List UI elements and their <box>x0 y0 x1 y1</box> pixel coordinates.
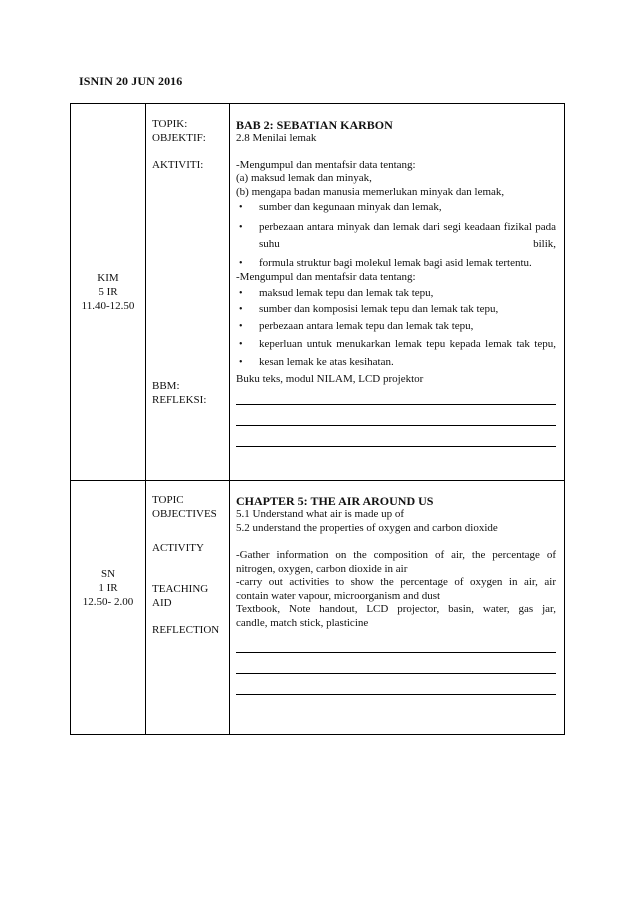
subject-name: KIM <box>97 272 119 284</box>
aid-label: BBM: <box>152 380 180 392</box>
aid-label: TEACHING <box>152 583 209 595</box>
lesson-plan-table <box>70 103 565 735</box>
teaching-aid-text: Textbook, Note handout, LCD projector, basin, water, gas jar, <box>236 603 556 615</box>
chapter-title: BAB 2: SEBATIAN KARBON <box>236 118 393 132</box>
reflection-line <box>236 425 556 426</box>
activity-intro: -Mengumpul dan mentafsir data tentang: <box>236 271 416 283</box>
class-name: 5 IR <box>98 286 118 298</box>
activity-bullet-list <box>236 201 556 270</box>
lesson-date: ISNIN 20 JUN 2016 <box>79 74 183 88</box>
objective-label: OBJECTIVES <box>152 508 217 520</box>
list-item: • formula struktur bagi molekul lemak bagi asid lemak tertentu. <box>239 256 532 269</box>
label-cell <box>146 104 230 481</box>
label-cell <box>146 481 230 735</box>
list-item: • keperluan untuk menukarkan lemak tepu kepada lemak tak tepu, <box>236 336 556 353</box>
objective-label: OBJEKTIF: <box>152 132 206 144</box>
activity-text: nitrogen, oxygen, carbon dioxide in air <box>236 562 408 575</box>
chapter-title: CHAPTER 5: THE AIR AROUND US <box>236 494 434 508</box>
activity-item-b: (b) mengapa badan manusia memerlukan minyak dan lemak, <box>236 185 505 198</box>
reflection-line <box>236 673 556 674</box>
bullet-icon: • <box>239 221 243 233</box>
reflection-label: REFLECTION <box>152 624 220 636</box>
bullet-icon: • <box>239 339 243 350</box>
reflection-label: REFLEKSI: <box>152 394 207 406</box>
activity-text: -carry out activities to show the percentage of oxygen in air, air <box>236 576 556 588</box>
subject-name: SN <box>100 567 116 580</box>
activity-intro: -Mengumpul dan mentafsir data tentang: <box>236 158 416 171</box>
objective-text: 5.1 Understand what air is made up of <box>236 508 405 520</box>
topic-label: TOPIC <box>152 494 184 506</box>
reflection-line <box>236 652 556 653</box>
content-cell <box>230 481 565 735</box>
list-item: • kesan lemak ke atas kesihatan. <box>239 356 394 368</box>
table-row <box>71 481 565 735</box>
bullet-icon: • <box>239 257 243 269</box>
list-item: • sumber dan komposisi lemak tepu dan lemak tak tepu, <box>239 303 499 315</box>
objective-text: 2.8 Menilai lemak <box>236 132 317 144</box>
time-slot: 11.40-12.50 <box>81 300 135 312</box>
list-item: • sumber dan kegunaan minyak dan lemak, <box>239 201 442 213</box>
bullet-icon: • <box>239 320 243 332</box>
list-item: • maksud lemak tepu dan lemak tak tepu, <box>239 286 434 299</box>
teaching-aid-text: Buku teks, modul NILAM, LCD projektor <box>236 372 424 385</box>
list-item: • perbezaan antara lemak tepu dan lemak tak tepu, <box>239 319 474 332</box>
subject-cell <box>71 481 146 735</box>
activity-label: AKTIVITI: <box>152 159 204 171</box>
activity-label: ACTIVITY <box>152 542 204 554</box>
activity-item-a: (a) maksud lemak dan minyak, <box>236 172 372 184</box>
bullet-icon: • <box>239 287 243 299</box>
bullet-icon: • <box>239 304 243 315</box>
subject-cell <box>71 104 146 481</box>
class-name: 1 IR <box>98 581 118 594</box>
reflection-line <box>236 404 556 405</box>
reflection-line <box>236 446 556 447</box>
bullet-icon: • <box>239 202 243 213</box>
content-cell <box>230 104 565 481</box>
time-slot: 12.50- 2.00 <box>82 595 134 608</box>
activity-text: contain water vapour, microorganism and dust <box>236 589 441 602</box>
table-row <box>71 104 565 481</box>
reflection-line <box>236 694 556 695</box>
list-item: • perbezaan antara minyak dan lemak dari segi keadaan fizikal pada suhu bilik, <box>239 220 556 250</box>
objective-text: 5.2 understand the properties of oxygen and carbon dioxide <box>236 521 498 534</box>
activity-bullet-list <box>236 287 556 370</box>
activity-text: -Gather information on the composition of air, the percentage of <box>236 549 556 561</box>
teaching-aid-text: candle, match stick, plasticine <box>236 616 369 629</box>
bullet-icon: • <box>239 357 243 368</box>
aid-label: AID <box>152 597 172 609</box>
topic-label: TOPIK: <box>152 118 188 130</box>
